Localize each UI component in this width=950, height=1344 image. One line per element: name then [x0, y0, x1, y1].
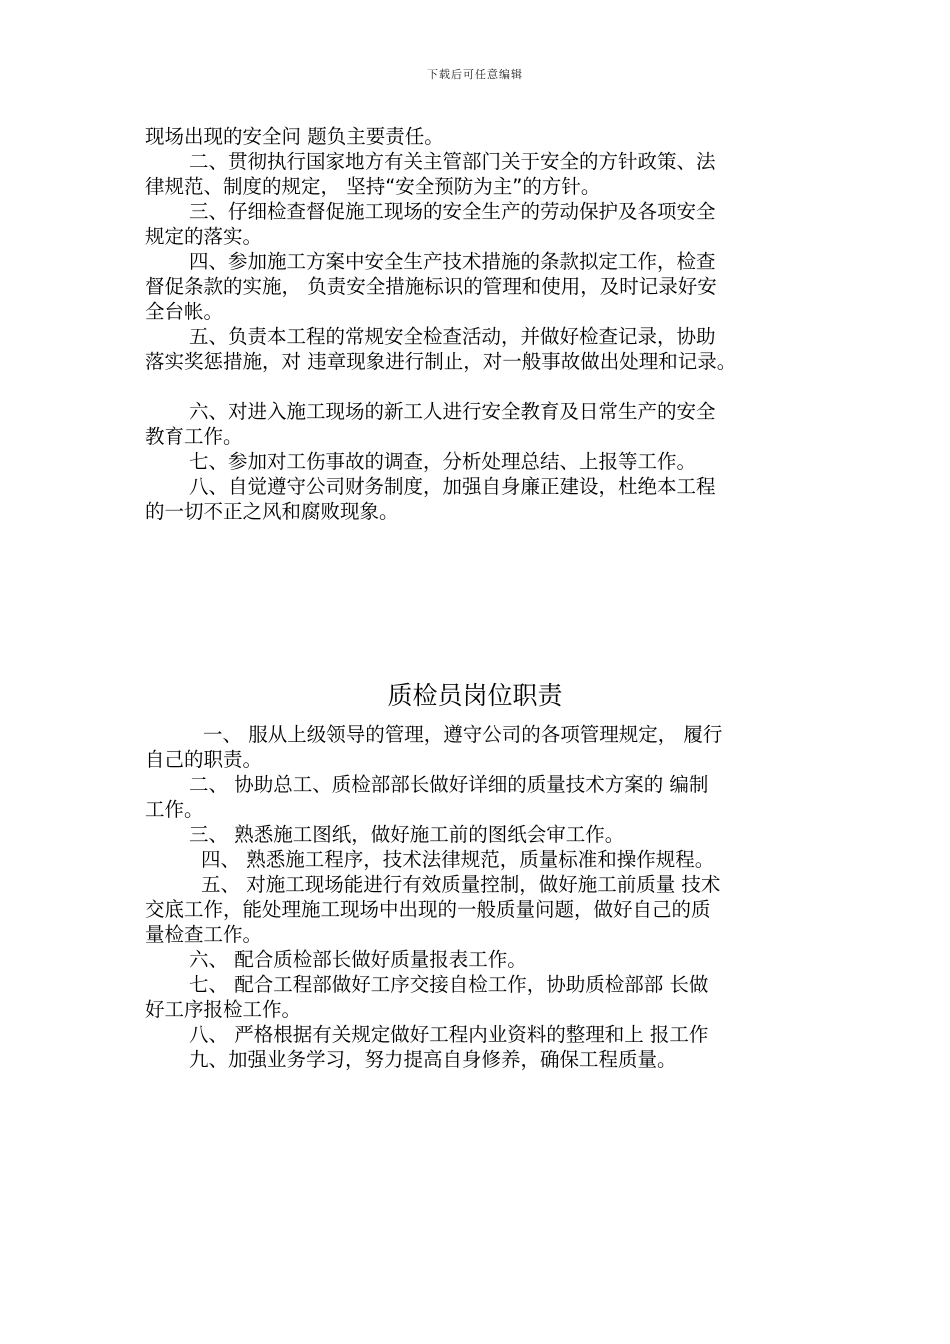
qc-line: 交底工作，能处理施工现场中出现的一般质量问题，做好自己的质	[145, 898, 711, 921]
safety-line: 三、仔细检查督促施工现场的安全生产的劳动保护及各项安全	[189, 200, 716, 223]
qc-line: 六、 配合质检部长做好质量报表工作。	[189, 948, 527, 971]
safety-line: 的一切不正之风和腐败现象。	[145, 500, 399, 523]
qc-line: 四、 熟悉施工程序，技术法律规范，质量标准和操作规程。	[201, 848, 715, 871]
safety-line: 规定的落实。	[145, 225, 263, 248]
safety-line: 五、负责本工程的常规安全检查活动，并做好检查记录，协助	[189, 325, 716, 348]
qc-line: 五、 对施工现场能进行有效质量控制，做好施工前质量 技术	[201, 873, 721, 896]
safety-line: 六、对进入施工现场的新工人进行安全教育及日常生产的安全	[189, 400, 716, 423]
qc-line: 自己的职责。	[145, 748, 263, 771]
qc-line: 二、 协助总工、质检部部长做好详细的质量技术方案的 编制	[189, 773, 709, 796]
qc-duties-section	[145, 722, 835, 1072]
safety-line: 督促条款的实施， 负责安全措施标识的管理和使用，及时记录好安	[145, 275, 717, 298]
qc-line: 量检查工作。	[145, 923, 263, 946]
safety-line: 七、参加对工伤事故的调查，分析处理总结、上报等工作。	[189, 450, 697, 473]
download-note: 下载后可任意编辑	[427, 68, 523, 81]
qc-section-title: 质检员岗位职责	[387, 681, 563, 710]
safety-line: 全台帐。	[145, 300, 224, 323]
safety-line: 现场出现的安全问 题负主要责任。	[145, 125, 444, 148]
qc-line: 工作。	[145, 798, 204, 821]
safety-duties-section	[145, 124, 835, 524]
safety-line: 四、参加施工方案中安全生产技术措施的条款拟定工作，检查	[189, 250, 716, 273]
safety-line: 律规范、制度的规定， 坚持“安全预防为主”的方针。	[145, 175, 601, 198]
qc-line: 好工序报检工作。	[145, 998, 302, 1021]
qc-line: 一、 服从上级领导的管理，遵守公司的各项管理规定， 履行	[203, 723, 723, 746]
qc-line: 七、 配合工程部做好工序交接自检工作，协助质检部部 长做	[189, 973, 709, 996]
safety-line: 教育工作。	[145, 425, 243, 448]
qc-line: 三、 熟悉施工图纸，做好施工前的图纸会审工作。	[189, 823, 625, 846]
safety-line: 落实奖惩措施，对 违章现象进行制止，对一般事故做出处理和记录。	[145, 350, 737, 373]
qc-line: 九、加强业务学习，努力提高自身修养，确保工程质量。	[189, 1048, 677, 1071]
safety-line: 八、自觉遵守公司财务制度，加强自身廉正建设，杜绝本工程	[189, 475, 716, 498]
qc-line: 八、 严格根据有关规定做好工程内业资料的整理和上 报工作	[189, 1023, 709, 1046]
safety-line: 二、贯彻执行国家地方有关主管部门关于安全的方针政策、法	[189, 150, 716, 173]
spacer	[145, 374, 835, 399]
